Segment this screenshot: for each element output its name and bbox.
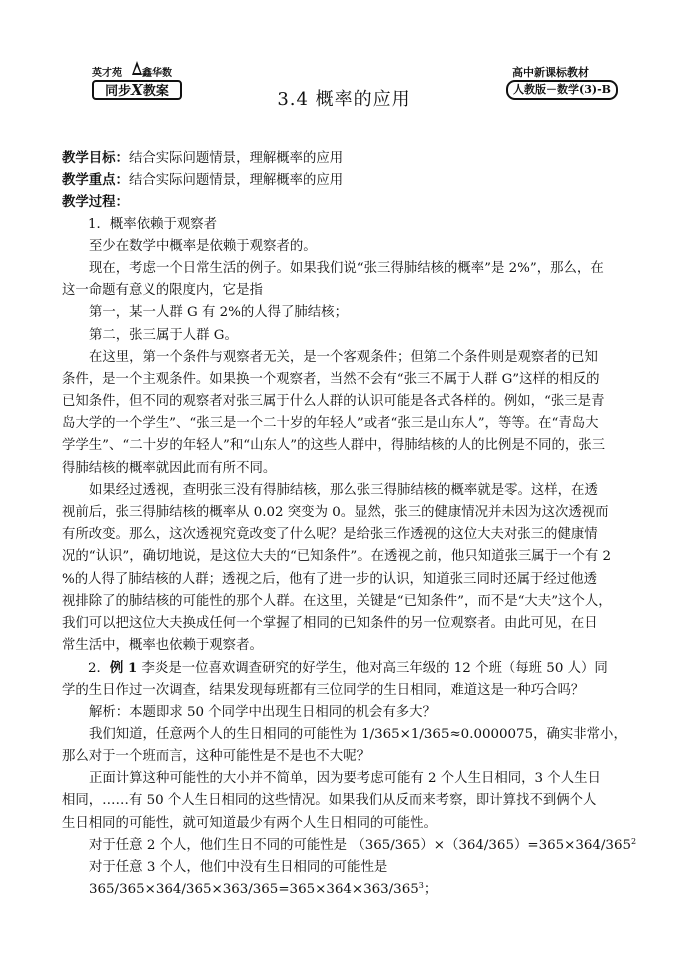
analysis-line: 相同，……有 50 个人生日相同的这些情况。如果我们从反而来考察，即计算找不到俩个人 — [62, 793, 597, 809]
paragraph-line: 在这里，第一个条件与观察者无关，是一个客观条件；但第二个条件则是观察者的已知 — [89, 349, 598, 365]
publisher-logo-right — [506, 64, 618, 104]
paragraph-line: 视前后，张三得肺结核的概率从 0.02 突变为 0。显然，张三的健康情况并未因为这次透视而 — [62, 505, 609, 520]
logo-right-top: 高中新课标教材 — [512, 66, 589, 79]
teaching-goal: 教学目标：结合实际问题情景，理解概率的应用 — [62, 150, 344, 166]
paragraph-line: 这一命题有意义的限度内，它是指 — [62, 283, 263, 299]
paragraph-line: 如果经过透视，查明张三没有得肺结核，那么张三得肺结核的概率就是零。这样，在透 — [89, 482, 598, 498]
teaching-process-label: 教学过程： — [62, 194, 129, 211]
paragraph-line: 第二，张三属于人群 G。 — [89, 327, 238, 343]
analysis-line: 我们知道，任意两个人的生日相同的可能性为 1/365×1/365≈0.0000075，确实非常小， — [89, 726, 627, 742]
logo-left-line2: 鑫华数 — [142, 68, 172, 79]
paragraph-line: %的人得了肺结核的人群；透视之后，他有了进一步的认识，知道张三同时还属于经过他透 — [62, 571, 597, 587]
paragraph-line: 常生活中，概率也依赖于观察者。 — [62, 638, 263, 654]
logo-left-box: 同步X教案 — [92, 80, 182, 100]
example-heading: 2．例 1 李炎是一位喜欢调查研究的好学生，他对高三年级的 12 个班（每班 50 人）同 — [88, 660, 608, 677]
paragraph-line: 学学生”、“二十岁的年轻人”和“山东人”的这些人群中，得肺结核的人的比例是不同的，张三 — [62, 438, 606, 454]
paragraph-line: 现在，考虑一个日常生活的例子。如果我们说“张三得肺结核的概率”是 2%”，那么，在 — [89, 260, 604, 276]
paragraph-line: 我们可以把这位大夫换成任何一个掌握了相同的已知条件的另一位观察者。由此可见，在日 — [62, 615, 598, 631]
paragraph-line: 已知条件，但不同的观察者对张三属于什么人群的认识可能是各式各样的。例如，“张三是青 — [62, 394, 605, 410]
example-line: 学的生日作过一次调查，结果发现每班都有三位同学的生日相同，难道这是一种巧合吗？ — [62, 682, 585, 698]
page-title: 3.4 概率的应用 — [277, 89, 411, 110]
paragraph-line: 得肺结核的概率就因此而有所不同。 — [62, 460, 277, 476]
formula-two-people: 对于任意 2 个人，他们生日不同的可能性是 $(365/365)\times(364/365)=365\times 364/365^2$ — [89, 836, 637, 853]
formula-three-people: $365/365\times 364/365\times 363/365=365\times 364\times 363/365^3$； — [89, 881, 438, 898]
paragraph-line: 况的“认识”，确切地说，是这位大夫的“已知条件”。在透视之前，他只知道张三属于一个有 2 — [62, 549, 611, 565]
formula-three-people-label: 对于任意 3 个人，他们中没有生日相同的可能性是 — [89, 860, 388, 875]
logo-right-box: 人教版－数学(3)-B — [506, 80, 618, 100]
paragraph-line: 第一，某一人群 G 有 2%的人得了肺结核； — [89, 305, 348, 321]
section-heading-1: 1．概率依赖于观察者 — [88, 216, 218, 232]
paragraph-line: 条件，是一个主观条件。如果换一个观察者，当然不会有“张三不属于人群 G”这样的相反的 — [62, 371, 600, 387]
logo-left-line1: 英才苑 — [92, 68, 122, 79]
document-body — [62, 147, 637, 901]
teaching-key-point: 教学重点：结合实际问题情景，理解概率的应用 — [62, 172, 344, 189]
analysis-line: 那么对于一个班而言，这种可能性是不是也不大呢？ — [62, 749, 370, 765]
paragraph-line: 视排除了的肺结核的可能性的那个人群。在这里，关键是“已知条件”，而不是“大夫”这个人， — [62, 593, 612, 609]
analysis-line: 正面计算这种可能性的大小并不简单，因为要考虑可能有 2 个人生日相同，3 个人生日 — [89, 771, 601, 787]
paragraph-line: 岛大学的一个学生”、“张三是一个二十岁的年轻人”或者“张三是山东人”，等等。在“青岛大 — [62, 416, 599, 432]
analysis-line: 生日相同的可能性，就可知道最少有两个人生日相同的可能性。 — [62, 815, 437, 831]
paragraph-line: 至少在数学中概率是依赖于观察者的。 — [89, 238, 317, 254]
paragraph-line: 有所改变。那么，这次透视究竟改变了什么呢？是给张三作透视的这位大夫对张三的健康情 — [62, 527, 598, 543]
analysis-line: 解析：本题即求 50 个同学中出现生日相同的机会有多大？ — [89, 704, 436, 720]
